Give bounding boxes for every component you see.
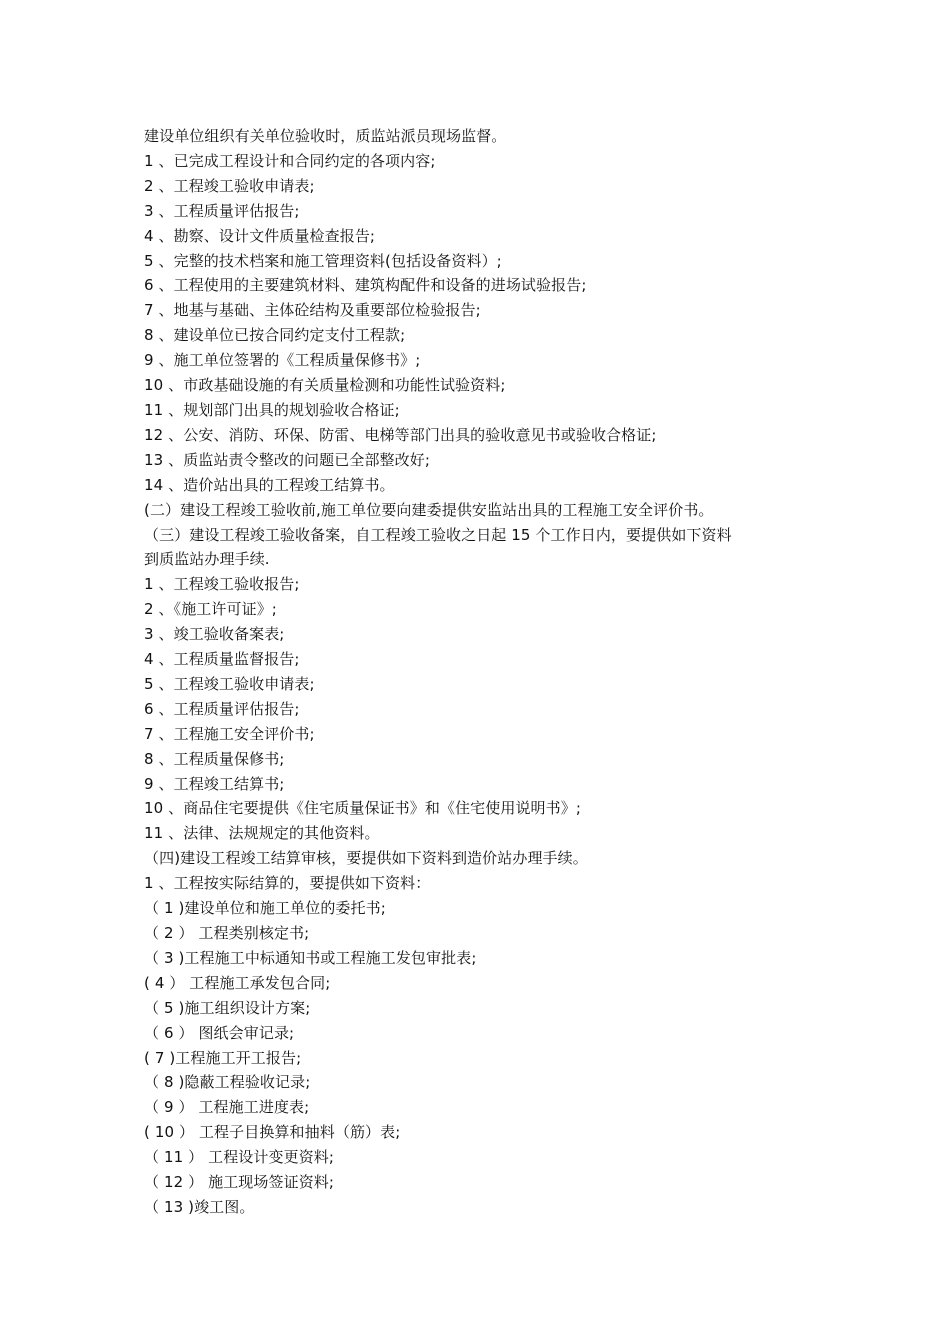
- list-item: 4 、工程质量监督报告;: [144, 650, 300, 669]
- list-item: 1 、工程按实际结算的，要提供如下资料：: [144, 874, 431, 893]
- section-heading: （四)建设工程竣工结算审核，要提供如下资料到造价站办理手续。: [144, 849, 588, 868]
- list-item: 10 、商品住宅要提供《住宅质量保证书》和《住宅使用说明书》;: [144, 799, 582, 818]
- list-item: 3 、竣工验收备案表;: [144, 625, 285, 644]
- sub-list-item: （ 2 ） 工程类别核定书;: [144, 924, 310, 942]
- list-item: 6 、工程使用的主要建筑材料、建筑构配件和设备的进场试验报告;: [144, 276, 587, 295]
- list-item: 11 、法律、法规规定的其他资料。: [144, 824, 380, 843]
- sub-list-item: （ 11 ） 工程设计变更资料;: [144, 1148, 335, 1167]
- sub-list-item: ( 4 ） 工程施工承发包合同;: [144, 973, 331, 992]
- sub-list-item: ( 10 ） 工程子目换算和抽料（筋）表;: [144, 1123, 401, 1142]
- list-item: 2 、工程竣工验收申请表;: [144, 176, 315, 195]
- list-item: 5 、工程竣工验收申请表;: [144, 674, 315, 693]
- list-item: 11 、规划部门出具的规划验收合格证;: [144, 400, 400, 419]
- list-item: 14 、造价站出具的工程竣工结算书。: [144, 475, 395, 494]
- sub-list-item: （ 6 ） 图纸会审记录;: [144, 1023, 295, 1042]
- sub-list-item: （ 1 )建设单位和施工单位的委托书;: [144, 899, 386, 918]
- paragraph-line: 建设单位组织有关单位验收时，质监站派员现场监督。: [144, 127, 507, 145]
- list-item: 7 、地基与基础、主体砼结构及重要部位检验报告;: [144, 301, 481, 320]
- list-item: 5 、完整的技术档案和施工管理资料(包括设备资料）;: [144, 251, 502, 270]
- list-item: 7 、工程施工安全评价书;: [144, 724, 315, 743]
- list-item: 8 、建设单位已按合同约定支付工程款;: [144, 326, 406, 345]
- list-item: 13 、质监站责令整改的问题已全部整改好;: [144, 450, 431, 469]
- list-item: 1 、已完成工程设计和合同约定的各项内容;: [144, 151, 436, 170]
- list-item: 9 、工程竣工结算书;: [144, 774, 285, 793]
- sub-list-item: （ 13 )竣工图。: [144, 1197, 255, 1216]
- sub-list-item: （ 9 ） 工程施工进度表;: [144, 1098, 310, 1117]
- paragraph-line: 到质监站办理手续.: [144, 550, 270, 569]
- section-heading: (二）建设工程竣工验收前,施工单位要向建委提供安监站出具的工程施工安全评价书。: [144, 500, 714, 519]
- list-item: 1 、工程竣工验收报告;: [144, 575, 300, 594]
- sub-list-item: （ 8 )隐蔽工程验收记录;: [144, 1073, 311, 1092]
- list-item: 10 、市政基础设施的有关质量检测和功能性试验资料;: [144, 376, 506, 395]
- list-item: 6 、工程质量评估报告;: [144, 699, 300, 718]
- sub-list-item: （ 12 ） 施工现场签证资料;: [144, 1173, 335, 1192]
- sub-list-item: （ 5 )施工组织设计方案;: [144, 998, 311, 1017]
- list-item: 3 、工程质量评估报告;: [144, 201, 300, 220]
- section-heading: （三）建设工程竣工验收备案，自工程竣工验收之日起 15 个工作日内，要提供如下资料: [144, 525, 732, 544]
- list-item: 8 、工程质量保修书;: [144, 749, 285, 768]
- list-item: 9 、施工单位签署的《工程质量保修书》;: [144, 351, 421, 370]
- sub-list-item: （ 3 )工程施工中标通知书或工程施工发包审批表;: [144, 948, 477, 967]
- list-item: 12 、公安、消防、环保、防雷、电梯等部门出具的验收意见书或验收合格证;: [144, 425, 657, 444]
- list-item: 4 、勘察、设计文件质量检查报告;: [144, 226, 376, 245]
- sub-list-item: ( 7 )工程施工开工报告;: [144, 1048, 302, 1067]
- list-item: 2 、《施工许可证》;: [144, 600, 277, 619]
- document-body: [144, 124, 824, 1220]
